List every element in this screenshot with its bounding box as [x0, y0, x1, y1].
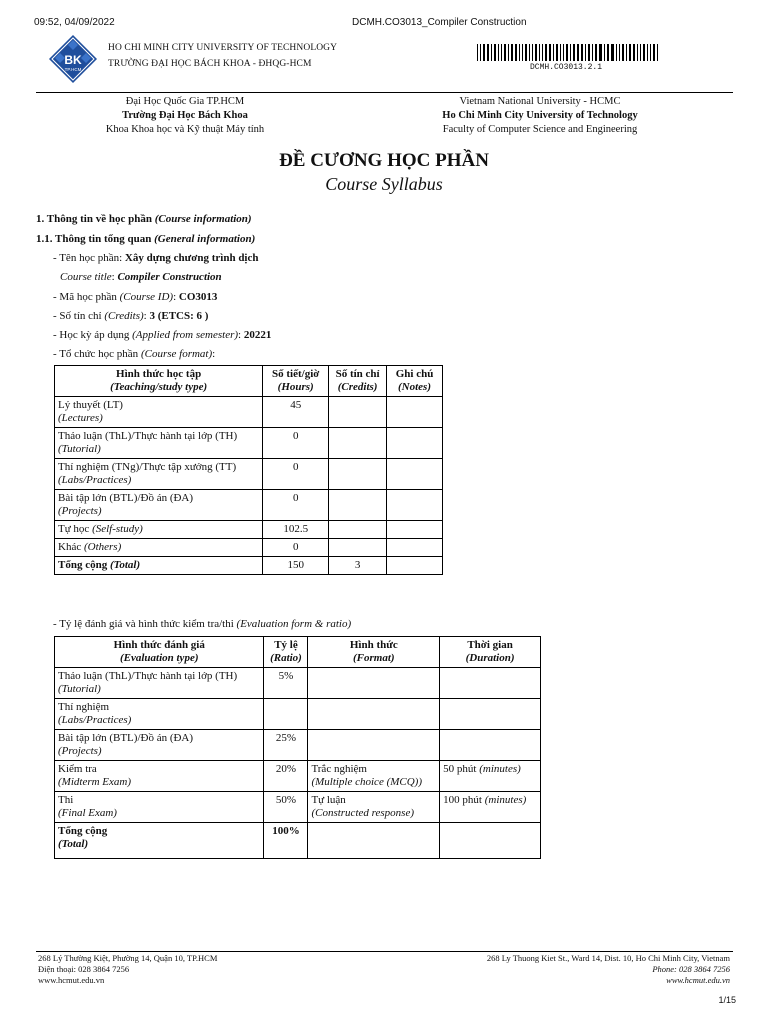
course-id-label-en: (Course ID) [119, 291, 174, 303]
course-title-value: Compiler Construction [117, 271, 222, 283]
header-vn: Thời gian [467, 639, 513, 651]
table-cell-type [55, 699, 264, 730]
course-format-label: - Tổ chức học phần [53, 348, 141, 360]
header-vn: Hình thức [349, 639, 398, 651]
footer-line: Phone: 028 3864 7256 [652, 964, 730, 974]
table-cell-duration [440, 761, 541, 792]
table-cell-credits [329, 539, 387, 557]
table-row [55, 490, 443, 521]
course-id-sep: : [173, 291, 179, 303]
cell-en: (Others) [83, 541, 122, 553]
table-cell-notes [387, 521, 443, 539]
table-cell-format [308, 792, 440, 823]
cell-en: (Lectures) [58, 412, 103, 424]
cell-en: (minutes) [484, 794, 527, 806]
table-header [263, 366, 329, 397]
header-en: (Notes) [398, 381, 432, 393]
cell-vn: Tổng cộng [58, 825, 108, 837]
cell-en: (Tutorial) [58, 683, 101, 695]
table-cell-credits [329, 428, 387, 459]
semester-sep: : [238, 329, 244, 341]
footer-address-en [487, 953, 730, 986]
barcode-bar [640, 44, 641, 61]
table-cell-credits [329, 459, 387, 490]
table-cell-notes [387, 428, 443, 459]
credits-line [53, 310, 208, 322]
header-vn: Hình thức học tập [116, 368, 202, 380]
table-cell-type [55, 428, 263, 459]
course-id-label: - Mã học phần [53, 291, 120, 303]
credits-sep: : [143, 310, 150, 322]
table-cell-format [308, 761, 440, 792]
table-cell-type [55, 792, 264, 823]
barcode-bar [588, 44, 590, 61]
table-cell-format [308, 668, 440, 699]
barcode-bar [622, 44, 624, 61]
barcode-bar [522, 44, 523, 61]
cell-vn: Tự học [58, 523, 93, 535]
cell-vn: Bài tập lớn (BTL)/Đồ án (ĐA) [58, 732, 194, 744]
table-header [55, 637, 264, 668]
barcode-bar [529, 44, 530, 61]
barcode-bar [483, 44, 485, 61]
barcode-bar [577, 44, 579, 61]
table-header [329, 366, 387, 397]
page-number: 1/15 [718, 995, 736, 1005]
logo-subtext: TP.HCM [64, 67, 82, 72]
institution-en-line: Vietnam National University - HCMC [459, 96, 621, 107]
institution-vn-line: Khoa Khoa học và Kỹ thuật Máy tính [105, 124, 265, 135]
table-cell-ratio: 50% [264, 792, 308, 823]
barcode-bar [611, 44, 614, 61]
header-vn: Số tín chỉ [335, 368, 380, 380]
semester-label-en: (Applied from semester) [132, 329, 239, 341]
barcode-bar [599, 44, 602, 61]
course-title-line [60, 271, 222, 283]
evaluation-label-vn: - Tỷ lệ đánh giá và hình thức kiểm tra/thi [53, 618, 237, 630]
barcode-bar [535, 44, 537, 61]
barcode-bar [643, 44, 645, 61]
cell-vn: Kiểm tra [58, 763, 97, 775]
table-row [55, 668, 541, 699]
barcode-bar [607, 44, 609, 61]
table-row [55, 699, 541, 730]
table-cell-credits [329, 521, 387, 539]
barcode [477, 44, 659, 61]
document-title: ĐỀ CƯƠNG HỌC PHẦN [279, 150, 489, 171]
credits-label: - Số tín chỉ [53, 310, 105, 322]
table-row-total [55, 557, 443, 575]
header-en: (Format) [353, 652, 395, 664]
header-en: (Hours) [277, 381, 314, 393]
barcode-bar [647, 44, 648, 61]
table-cell-type [55, 521, 263, 539]
institution-vn [60, 95, 310, 137]
barcode-text: DCMH.CO3013.2.1 [530, 63, 603, 72]
table-cell-format [308, 730, 440, 761]
table-header-row [55, 366, 443, 397]
table-cell-duration [440, 668, 541, 699]
cell-en: (minutes) [479, 763, 521, 775]
barcode-bar [508, 44, 509, 61]
print-doc-title: DCMH.CO3013_Compiler Construction [352, 17, 527, 28]
barcode-bar [657, 44, 658, 61]
barcode-bar [570, 44, 571, 61]
institution-en-line: Ho Chi Minh City University of Technology [442, 110, 638, 121]
cell-vn: Thi [58, 794, 74, 806]
course-name-label: - Tên học phần: [53, 252, 125, 264]
table-row-total [55, 823, 541, 859]
barcode-bar [581, 44, 583, 61]
barcode-bar [542, 44, 543, 61]
cell-vn: Trắc nghiệm [311, 763, 367, 775]
table-header [308, 637, 440, 668]
course-name-line [53, 252, 259, 264]
barcode-bar [477, 44, 478, 61]
credits-value: 3 (ETCS: 6 ) [149, 310, 209, 322]
course-name-value: Xây dựng chương trình dịch [124, 252, 259, 264]
document-subtitle: Course Syllabus [325, 174, 443, 194]
barcode-bar [519, 44, 520, 61]
section-1-1-heading [36, 233, 255, 245]
barcode-bar [629, 44, 631, 61]
cell-vn: Lý thuyết (LT) [58, 399, 123, 411]
table-cell-type [55, 557, 263, 575]
section-1-1-en: (General information) [154, 233, 256, 245]
cell-en: (Tutorial) [58, 443, 101, 455]
barcode-bar [566, 44, 568, 61]
barcode-bar [549, 44, 551, 61]
university-name-en: HO CHI MINH CITY UNIVERSITY OF TECHNOLOGY [108, 43, 338, 53]
table-cell-type [55, 730, 264, 761]
header-en: (Evaluation type) [119, 652, 199, 664]
cell-vn: 50 phút [443, 763, 480, 775]
table-row [55, 397, 443, 428]
table-cell-type [55, 490, 263, 521]
cell-vn: Bài tập lớn (BTL)/Đồ án (ĐA) [58, 492, 194, 504]
table-header [55, 366, 263, 397]
cell-vn: 100 phút [443, 794, 485, 806]
barcode-bar [653, 44, 655, 61]
table-cell-duration [440, 823, 541, 859]
header-vn: Tỷ lệ [274, 639, 298, 651]
barcode-bar [491, 44, 492, 61]
university-name-vn: TRƯỜNG ĐẠI HỌC BÁCH KHOA - ĐHQG-HCM [108, 59, 312, 69]
footer-line: 268 Lý Thường Kiệt, Phường 14, Quận 10, TP.HCM [38, 953, 218, 963]
table-header [440, 637, 541, 668]
table-row [55, 539, 443, 557]
cell-en: (Projects) [58, 745, 102, 757]
table-row [55, 459, 443, 490]
barcode-bar [650, 44, 651, 61]
barcode-bar [545, 44, 547, 61]
institution-vn-line: Trường Đại Học Bách Khoa [122, 110, 248, 121]
barcode-bar [504, 44, 506, 61]
barcode-bar [595, 44, 597, 61]
cell-vn: Thí nghiệm [58, 701, 110, 713]
footer-rule [36, 951, 733, 952]
table-cell-duration [440, 699, 541, 730]
table-cell-type [55, 539, 263, 557]
course-format-label-en: (Course format) [140, 348, 213, 360]
table-cell-hours: 102.5 [263, 521, 329, 539]
barcode-bar [525, 44, 527, 61]
logo-text: BK [64, 53, 82, 67]
header-en: (Ratio) [270, 652, 302, 664]
barcode-bar [539, 44, 540, 61]
cell-vn: Thí nghiệm (TNg)/Thực tập xưởng (TT) [58, 461, 237, 473]
barcode-bar [592, 44, 593, 61]
evaluation-table [54, 636, 541, 859]
barcode-bar [560, 44, 561, 61]
footer-line: 268 Ly Thuong Kiet St., Ward 14, Dist. 10, Ho Chi Minh City, Vietnam [486, 953, 730, 963]
table-cell-notes [387, 397, 443, 428]
cell-en: (Multiple choice (MCQ)) [311, 776, 423, 788]
table-cell-ratio: 5% [264, 668, 308, 699]
table-cell-notes [387, 459, 443, 490]
semester-line [53, 329, 271, 341]
institution-en-line: Faculty of Computer Science and Engineering [442, 124, 638, 135]
section-1-heading [36, 213, 252, 225]
cell-en: (Total) [58, 838, 89, 850]
print-datetime: 09:52, 04/09/2022 [34, 17, 115, 28]
table-cell-credits: 3 [329, 557, 387, 575]
footer-line: Điện thoại: 028 3864 7256 [38, 964, 130, 974]
barcode-bar [532, 44, 533, 61]
section-1-1-vn: 1.1. Thông tin tổng quan [36, 233, 152, 245]
barcode-bar [494, 44, 496, 61]
cell-vn: Khác [58, 541, 84, 553]
table-cell-notes [387, 557, 443, 575]
barcode-bar [553, 44, 554, 61]
table-cell-duration [440, 730, 541, 761]
table-cell-hours: 0 [263, 539, 329, 557]
table-cell-credits [329, 490, 387, 521]
semester-value: 20221 [243, 329, 272, 341]
table-header-row [55, 637, 541, 668]
evaluation-label [53, 618, 351, 630]
table-row [55, 428, 443, 459]
barcode-bar [626, 44, 627, 61]
cell-vn: Tổng cộng [58, 559, 110, 571]
table-row [55, 521, 443, 539]
cell-en: (Final Exam) [58, 807, 117, 819]
course-title-label: Course title [60, 271, 112, 283]
table-row [55, 761, 541, 792]
barcode-bar [511, 44, 513, 61]
cell-vn: Tự luận [311, 794, 346, 806]
barcode-bar [480, 44, 481, 61]
table-cell-hours: 0 [263, 428, 329, 459]
footer-line: www.hcmut.edu.vn [666, 975, 730, 985]
table-cell-type [55, 459, 263, 490]
barcode-bar [637, 44, 638, 61]
barcode-bar [633, 44, 635, 61]
evaluation-label-en: (Evaluation form & ratio) [236, 618, 352, 630]
table-cell-hours: 0 [263, 490, 329, 521]
cell-en: (Projects) [58, 505, 102, 517]
table-cell-notes [387, 490, 443, 521]
table-cell-format [308, 823, 440, 859]
table-cell-hours: 0 [263, 459, 329, 490]
course-id-line [53, 291, 217, 303]
credits-label-en: (Credits) [104, 310, 144, 322]
table-cell-ratio: 25% [264, 730, 308, 761]
barcode-bar [556, 44, 558, 61]
course-format-sep: : [212, 348, 216, 360]
footer-line: www.hcmut.edu.vn [38, 975, 105, 985]
cell-en: (Labs/Practices) [58, 714, 132, 726]
course-format-table [54, 365, 443, 575]
footer-address-vn [38, 953, 217, 986]
barcode-bar [498, 44, 499, 61]
table-row [55, 792, 541, 823]
cell-en: (Constructed response) [311, 807, 414, 819]
header-rule [36, 92, 733, 93]
cell-vn: Thảo luận (ThL)/Thực hành tại lớp (TH) [58, 670, 238, 682]
barcode-bar [501, 44, 502, 61]
university-logo [48, 34, 98, 84]
header-vn: Số tiết/giờ [272, 368, 320, 380]
cell-en: (Labs/Practices) [58, 474, 132, 486]
section-1-en: (Course information) [154, 213, 252, 225]
institution-en [410, 95, 670, 137]
table-row [55, 730, 541, 761]
semester-label: - Học kỳ áp dụng [53, 329, 133, 341]
course-format-line [53, 348, 215, 360]
table-cell-ratio: 100% [264, 823, 308, 859]
header-vn: Ghi chú [395, 368, 434, 380]
table-cell-ratio: 20% [264, 761, 308, 792]
barcode-bar [563, 44, 564, 61]
course-id-value: CO3013 [178, 291, 218, 303]
barcode-bar [585, 44, 586, 61]
barcode-bar [604, 44, 605, 61]
barcode-bar [515, 44, 517, 61]
header-en: (Duration) [465, 652, 515, 664]
table-cell-type [55, 668, 264, 699]
header-en: (Teaching/study type) [110, 381, 208, 393]
table-cell-type [55, 397, 263, 428]
table-cell-format [308, 699, 440, 730]
header-vn: Hình thức đánh giá [113, 639, 205, 651]
institution-vn-line: Đại Học Quốc Gia TP.HCM [125, 96, 245, 107]
cell-en: (Midterm Exam) [58, 776, 132, 788]
cell-en: (Total) [109, 559, 141, 571]
barcode-bar [616, 44, 617, 61]
table-cell-type [55, 761, 264, 792]
section-1-vn: 1. Thông tin về học phần [36, 213, 152, 225]
table-cell-ratio [264, 699, 308, 730]
table-cell-notes [387, 539, 443, 557]
course-title-sep: : [111, 271, 118, 283]
table-cell-type [55, 823, 264, 859]
header-en: (Credits) [337, 381, 378, 393]
table-cell-duration [440, 792, 541, 823]
table-cell-credits [329, 397, 387, 428]
barcode-bar [573, 44, 575, 61]
table-cell-hours: 150 [263, 557, 329, 575]
barcode-bar [487, 44, 489, 61]
cell-vn: Thảo luận (ThL)/Thực hành tại lớp (TH) [58, 430, 238, 442]
barcode-bar [619, 44, 620, 61]
table-header [264, 637, 308, 668]
table-cell-hours: 45 [263, 397, 329, 428]
cell-en: (Self-study) [92, 523, 143, 535]
table-header [387, 366, 443, 397]
